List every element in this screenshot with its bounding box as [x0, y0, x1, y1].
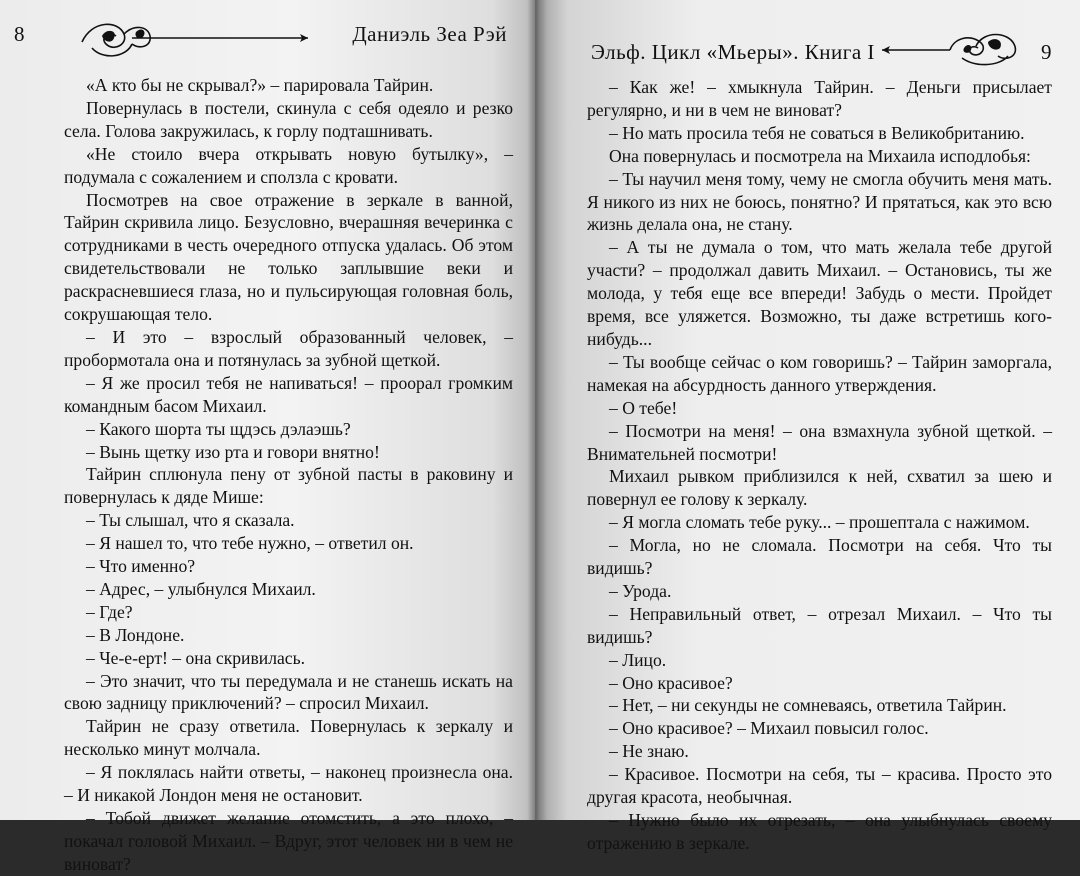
paragraph: – Могла, но не сломала. Посмотри на себя. Что ты видишь?: [587, 535, 1052, 579]
paragraph: – Ты слышал, что я сказала.: [86, 510, 295, 531]
paragraph: – Оно красивое?: [609, 672, 733, 693]
right-page: [535, 0, 1080, 853]
paragraph: – Где?: [86, 601, 133, 622]
paragraph: Тайрин не сразу ответила. Повернулась к зеркалу и несколько минут молчала.: [64, 716, 513, 760]
paragraph: – О тебе!: [609, 397, 678, 418]
left-page-header: [14, 14, 513, 70]
paragraph: Повернулась в постели, скинула с себя одеяло и резко села. Голова закружилась, к горлу подташнивать.: [64, 97, 513, 141]
paragraph: – Ты научил меня тому, чему не смогла обучить меня мать. Я никого из них не боюсь, понятно? И прятаться, как это всю жизнь делала она, не стану.: [587, 168, 1052, 235]
paragraph: – Я поклялась найти ответы, – наконец произнесла она. – И никакой Лондон меня не остановит.: [64, 762, 513, 806]
paragraph: – Что именно?: [86, 556, 196, 577]
paragraph: – Посмотри на меня! – она взмахнула зубной щеткой. – Внимательней посмотри!: [587, 420, 1052, 464]
paragraph: Тайрин сплюнула пену от зубной пасты в раковину и повернулась к дяде Мише:: [64, 464, 513, 508]
paragraph: – Адрес, – улыбнулся Михаил.: [86, 578, 316, 599]
paragraph: – Я нашел то, что тебе нужно, – ответил он.: [86, 533, 414, 554]
paragraph: – Как же! – хмыкнула Тайрин. – Деньги присылает регулярно, и ни в чем не виноват?: [587, 77, 1052, 120]
paragraph: – Я же просил тебя не напиваться! – проорал громким командным басом Михаил.: [64, 372, 513, 416]
paragraph: «А кто бы не скрывал?» – парировала Тайрин.: [86, 75, 434, 95]
running-head: Даниэль Зеа Рэй: [352, 22, 507, 46]
paragraph: – Урода.: [609, 580, 672, 601]
paragraph: – Но мать просила тебя не соваться в Великобританию.: [609, 122, 1025, 143]
paragraph: – Оно красивое? – Михаил повысил голос.: [609, 718, 929, 739]
paragraph: – Это значит, что ты передумала и не станешь искать на свою задницу приключений? – спросил Михаил.: [64, 670, 513, 714]
page-number: 8: [14, 22, 25, 46]
paragraph: – В Лондоне.: [86, 624, 185, 645]
paragraph: – А ты не думала о том, что мать желала тебе другой участи? – продолжал давить Михаил. – Остановись, ты же молода, у тебя еще все впереди! Забудь о мести. Пройдет время, все уляжется. Возможно, ты даже встретишь кого-нибудь...: [587, 237, 1052, 349]
paragraph: – Не знаю.: [609, 741, 689, 762]
paragraph: – Че-е-ерт! – она скривилась.: [86, 647, 306, 668]
paragraph: – Какого шорта ты щдэсь дэлаэшь?: [86, 418, 351, 439]
paragraph: – Ты вообще сейчас о ком говоришь? – Тайрин заморгала, намекая на абсурдность данного утверждения.: [587, 351, 1052, 395]
right-page-header: [587, 14, 1052, 70]
paragraph: – Нужно было их отрезать, – она улыбнулась своему отражению в зеркале.: [587, 810, 1052, 853]
paragraph: Михаил рывком приблизился к ней, схватил за шею и повернул ее голову к зеркалу.: [587, 466, 1052, 510]
paragraph: – И это – взрослый образованный человек, – пробормотала она и потянулась за зубной щеткой.: [64, 326, 513, 370]
paragraph: – Тобой движет желание отомстить, а это плохо, – покачал головой Михаил. – Вдруг, этот человек ни в чем не виноват?: [64, 808, 513, 874]
paragraph: – Красивое. Посмотри на себя, ты – красива. Просто это другая красота, необычная.: [587, 764, 1052, 808]
paragraph: «Не стоило вчера открывать новую бутылку», – подумала с сожалением и сползла с кровати.: [64, 143, 513, 187]
floral-ornament-icon: [880, 26, 1030, 76]
paragraph: Она повернулась и посмотрела на Михаила исподлобья:: [609, 145, 1031, 166]
paragraph: – Я могла сломать тебе руку... – прошептала с нажимом.: [609, 512, 1030, 533]
paragraph: Посмотрев на свое отражение в зеркале в ванной, Тайрин скривила лицо. Безусловно, вчерашняя вечеринка с сотрудниками в честь очередного отпуска удалась. Об этом свидетельствовали не только заплывшие веки и раскрасневшиеся глаза, но и пульсирующая головная боль, сокрушающая тело.: [64, 189, 513, 325]
left-page: [0, 0, 535, 874]
right-page-text: [587, 76, 1052, 855]
running-head: Эльф. Цикл «Мьеры». Книга I: [591, 40, 875, 64]
page-number: 9: [1041, 40, 1052, 64]
paragraph: – Вынь щетку изо рта и говори внятно!: [86, 441, 380, 462]
paragraph: – Неправильный ответ, – отрезал Михаил. – Что ты видишь?: [587, 603, 1052, 647]
floral-ornament-icon: [72, 14, 312, 68]
left-page-text: [64, 74, 513, 876]
paragraph: – Лицо.: [609, 649, 667, 670]
paragraph: – Нет, – ни секунды не сомневаясь, ответила Тайрин.: [609, 695, 1007, 716]
